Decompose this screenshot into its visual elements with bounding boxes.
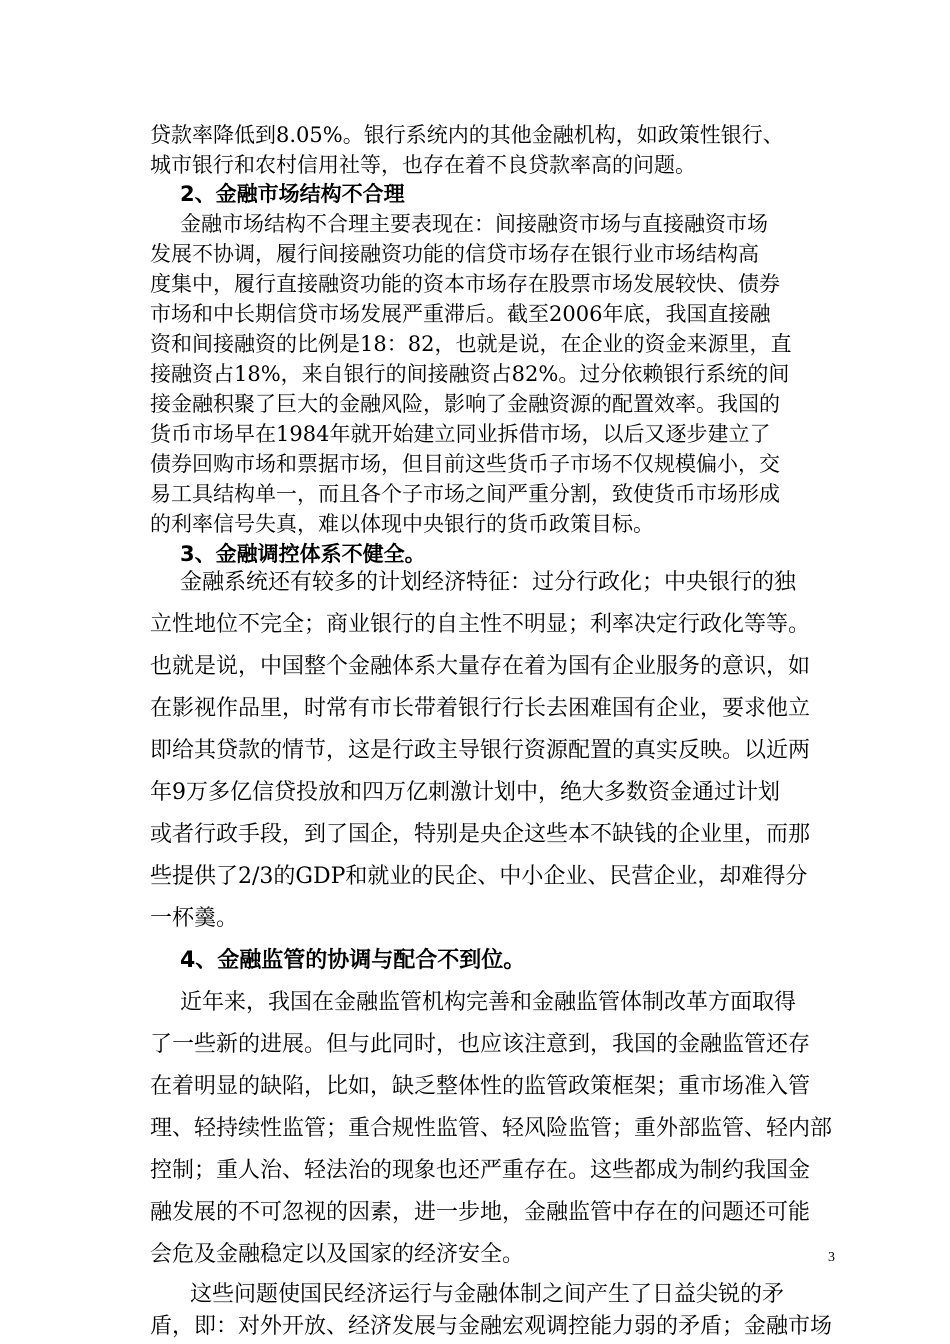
section-heading-2: 2、金融市场结构不合理 [180,182,405,206]
text-line: 金融系统还有较多的计划经济特征：过分行政化；中央银行的独 [180,570,797,595]
text-line: 会危及金融稳定以及国家的经济安全。 [150,1242,525,1267]
text-line: 近年来，我国在金融监管机构完善和金融监管体制改革方面取得 [180,990,797,1015]
text-line: 度集中，履行直接融资功能的资本市场存在股票市场发展较快、债券 [150,272,780,296]
text-line: 债券回购市场和票据市场，但目前这些货币子市场不仅规模偏小，交 [150,452,780,476]
text-line: 融发展的不可忽视的因素，进一步地，金融监管中存在的问题还可能 [150,1200,811,1225]
text-line: 资和间接融资的比例是18：82，也就是说，在企业的资金来源里，直 [150,332,792,356]
text-line: 在着明显的缺陷，比如，缺乏整体性的监管政策框架；重市场准入管 [150,1074,811,1099]
text-line: 控制；重人治、轻法治的现象也还严重存在。这些都成为制约我国金 [150,1158,811,1183]
text-line: 理、轻持续性监管；重合规性监管、轻风险监管；重外部监管、轻内部 [150,1116,833,1141]
text-line: 这些问题使国民经济运行与金融体制之间产生了日益尖锐的矛 [190,1282,785,1307]
text-line: 了一些新的进展。但与此同时，也应该注意到，我国的金融监管还存 [150,1032,811,1057]
text-line: 发展不协调，履行间接融资功能的信贷市场存在银行业市场结构高 [150,242,759,266]
text-line: 金融市场结构不合理主要表现在：间接融资市场与直接融资市场 [180,212,768,236]
text-line: 立性地位不完全；商业银行的自主性不明显；利率决定行政化等等。 [150,612,811,637]
section-heading-4: 4、金融监管的协调与配合不到位。 [180,948,526,973]
text-line: 市场和中长期信贷市场发展严重滞后。截至2006年底，我国直接融 [150,302,771,326]
text-line: 或者行政手段，到了国企，特别是央企这些本不缺钱的企业里，而那 [150,822,811,847]
text-line: 接金融积聚了巨大的金融风险，影响了金融资源的配置效率。我国的 [150,392,780,416]
page-number: 3 [828,1250,835,1265]
text-line: 也就是说，中国整个金融体系大量存在着为国有企业服务的意识，如 [150,654,811,679]
text-line: 些提供了2/3的GDP和就业的民企、中小企业、民营企业，却难得分 [150,864,808,889]
text-line: 年9万多亿信贷投放和四万亿刺激计划中，绝大多数资金通过计划 [150,780,780,805]
section-heading-3: 3、金融调控体系不健全。 [180,542,426,566]
text-line: 盾，即：对外开放、经济发展与金融宏观调控能力弱的矛盾；金融市场 [150,1314,833,1339]
text-line: 易工具结构单一，而且各个子市场之间严重分割，致使货币市场形成 [150,482,780,506]
text-line: 接融资占18%，来自银行的间接融资占82%。过分依赖银行系统的间 [150,362,790,386]
text-line: 一杯羹。 [150,906,239,931]
text-line: 即给其贷款的情节，这是行政主导银行资源配置的真实反映。以近两 [150,738,811,763]
text-line: 的利率信号失真，难以体现中央银行的货币政策目标。 [150,512,654,536]
text-line: 货币市场早在1984年就开始建立同业拆借市场，以后又逐步建立了 [150,422,771,446]
text-line: 城市银行和农村信用社等，也存在着不良贷款率高的问题。 [150,153,696,177]
text-line: 在影视作品里，时常有市长带着银行行长去困难国有企业，要求他立 [150,696,811,721]
text-line: 贷款率降低到8.05%。银行系统内的其他金融机构，如政策性银行、 [150,123,784,147]
